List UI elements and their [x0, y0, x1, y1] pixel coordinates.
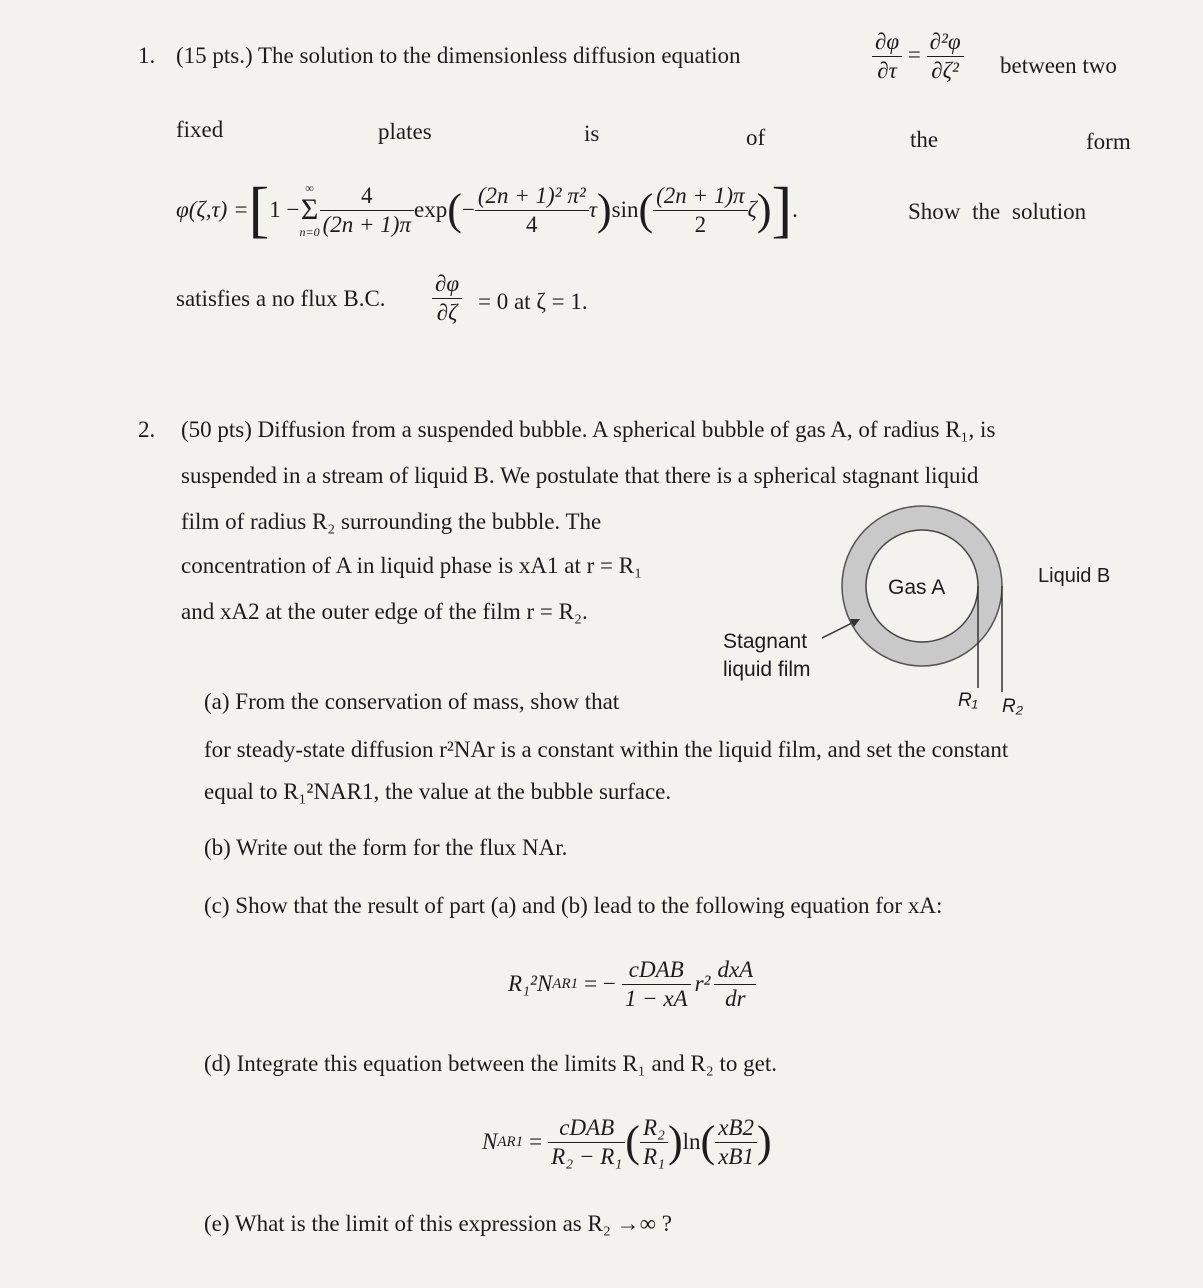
problem1-show-text: Show the solution: [908, 199, 1087, 224]
part-a-line3: equal to R₁²NAR1, the value at the bubble surface.: [204, 779, 672, 804]
problem2-line5: and xA2 at the outer edge of the film r = R₂.: [181, 599, 588, 624]
eq-d-lhs: N: [482, 1129, 498, 1154]
eq-c-equals: = −: [584, 971, 616, 996]
eq-d-ratio: [640, 1114, 668, 1171]
sin-num: (2n + 1)π: [653, 182, 747, 211]
eq-d-den: R₂ − R₁: [551, 1143, 623, 1169]
problem1-word-fixed: fixed: [176, 117, 224, 142]
r2-label: R₂: [1002, 696, 1023, 717]
r1-label: R₁: [958, 690, 978, 711]
problem1-bc-tail: = 0 at ζ = 1.: [478, 289, 588, 314]
eq-d-paren-open-2: (: [700, 1117, 716, 1166]
sin-den: 2: [694, 211, 707, 237]
eq-lhs-fraction: [872, 28, 902, 85]
eq-c-num: cDAB: [622, 956, 691, 985]
bubble-diagram: [780, 498, 1120, 718]
sin-fraction: [653, 182, 747, 239]
one-minus: 1 −: [269, 197, 300, 222]
eq-c-den: 1 − xA: [624, 985, 688, 1011]
eq-rhs-den: ∂ζ²: [931, 58, 959, 83]
eq-c-lhs-sub: AR1: [552, 976, 579, 992]
part-b: (b) Write out the form for the flux NAr.: [204, 835, 568, 860]
problem2-number: 2.: [138, 417, 156, 442]
problem1-word-of: of: [746, 125, 766, 150]
summation: [300, 181, 320, 239]
eq-equals: =: [907, 41, 921, 67]
sin-open-paren: (: [638, 185, 654, 234]
problem2-line4: concentration of A in liquid phase is xA1 at r = R₁: [181, 553, 643, 578]
open-bracket: [: [248, 176, 270, 244]
sigma-symbol: Σ: [300, 193, 319, 226]
part-e: (e) What is the limit of this expression as R₂ →∞ ?: [204, 1211, 672, 1236]
problem2-line2: suspended in a stream of liquid B. We postulate that there is a spherical stagnant liquid: [181, 463, 979, 488]
close-bracket: ]: [771, 176, 793, 244]
film-label-2: liquid film: [723, 658, 811, 681]
eq-rhs-num: ∂²φ: [927, 28, 964, 57]
problem1-word-the: the: [910, 127, 939, 152]
equation-d: [482, 1110, 772, 1174]
part-a-line1: (a) From the conservation of mass, show that: [204, 689, 620, 714]
problem1-intro: (15 pts.) The solution to the dimensionless diffusion equation: [176, 43, 741, 68]
sin-close-paren: ): [756, 185, 772, 234]
eq-c-fraction: [622, 956, 691, 1013]
exp-close-paren: ): [596, 185, 612, 234]
eq-d-paren-close-2: ): [756, 1117, 772, 1166]
period: .: [792, 197, 798, 222]
problem1-word-is: is: [584, 121, 600, 146]
sin-label: sin: [611, 197, 639, 222]
equation-c: [508, 952, 756, 1016]
zeta: ζ: [747, 197, 757, 222]
phi-lhs: φ(ζ,τ) =: [176, 197, 249, 222]
eq-c-lhs: R₁²N: [508, 971, 553, 996]
term-den: (2n + 1)π: [322, 211, 411, 237]
term-fraction: [320, 182, 414, 239]
problem1-bc-fraction: [432, 270, 462, 327]
eq-d-equals: =: [529, 1129, 543, 1154]
part-d: (d) Integrate this equation between the limits R₁ and R₂ to get.: [204, 1051, 778, 1076]
eq-d-ln: ln: [682, 1129, 701, 1154]
problem1-number: 1.: [138, 43, 156, 68]
eq-d-lhs-sub: AR1: [497, 1134, 524, 1150]
exp-den: 4: [526, 211, 538, 237]
eq-c-dnum: dxA: [714, 956, 756, 985]
problem1-eq-tail: between two: [1000, 53, 1117, 78]
term-num: 4: [320, 182, 414, 211]
eq-lhs-den: ∂τ: [877, 58, 897, 83]
eq-c-derivative: [714, 956, 756, 1013]
sum-top: ∞: [305, 181, 314, 195]
eq-rhs-fraction: [927, 28, 964, 85]
part-a-line2: for steady-state diffusion r²NAr is a constant within the liquid film, and set the constant: [204, 737, 1009, 762]
eq-d-rnum: R₂: [640, 1114, 668, 1143]
eq-d-paren-open-1: (: [625, 1117, 640, 1166]
eq-c-dden: dr: [725, 985, 746, 1011]
part-c: (c) Show that the result of part (a) and (b) lead to the following equation for xA:: [204, 893, 943, 918]
eq-lhs-num: ∂φ: [872, 28, 902, 57]
exp-open-paren: (: [447, 185, 462, 234]
eq-c-r2: r²: [694, 971, 711, 996]
eq-d-paren-close-1: ): [667, 1117, 683, 1166]
liquid-label: Liquid B: [1038, 565, 1111, 587]
eq-d-xratio: [715, 1114, 757, 1171]
bc-num: ∂φ: [432, 270, 462, 299]
eq-d-rden: R₁: [642, 1143, 665, 1169]
problem1-word-form: form: [1086, 129, 1131, 154]
exp-label: exp: [413, 197, 448, 222]
gas-label: Gas A: [888, 576, 946, 599]
exp-minus: −: [461, 197, 475, 222]
eq-d-xden: xB1: [718, 1143, 754, 1169]
tau: τ: [588, 197, 597, 222]
eq-d-fraction: [548, 1114, 625, 1171]
problem1-word-plates: plates: [378, 119, 432, 144]
problem1-series-solution: [176, 170, 798, 250]
problem1-bc-text: satisfies a no flux B.C.: [176, 286, 386, 311]
exp-fraction: [475, 182, 589, 239]
exp-num: (2n + 1)² π²: [475, 182, 589, 211]
problem1-diffusion-equation: [872, 28, 964, 85]
film-label-1: Stagnant: [723, 630, 808, 653]
problem2-line3: film of radius R₂ surrounding the bubble. The: [181, 509, 602, 534]
bc-den: ∂ζ: [436, 300, 458, 325]
problem2-line1: (50 pts) Diffusion from a suspended bubble. A spherical bubble of gas A, of radius R₁, is: [181, 417, 996, 442]
sum-bottom: n=0: [299, 225, 320, 239]
eq-d-num: cDAB: [548, 1114, 625, 1143]
eq-d-xnum: xB2: [715, 1114, 757, 1143]
